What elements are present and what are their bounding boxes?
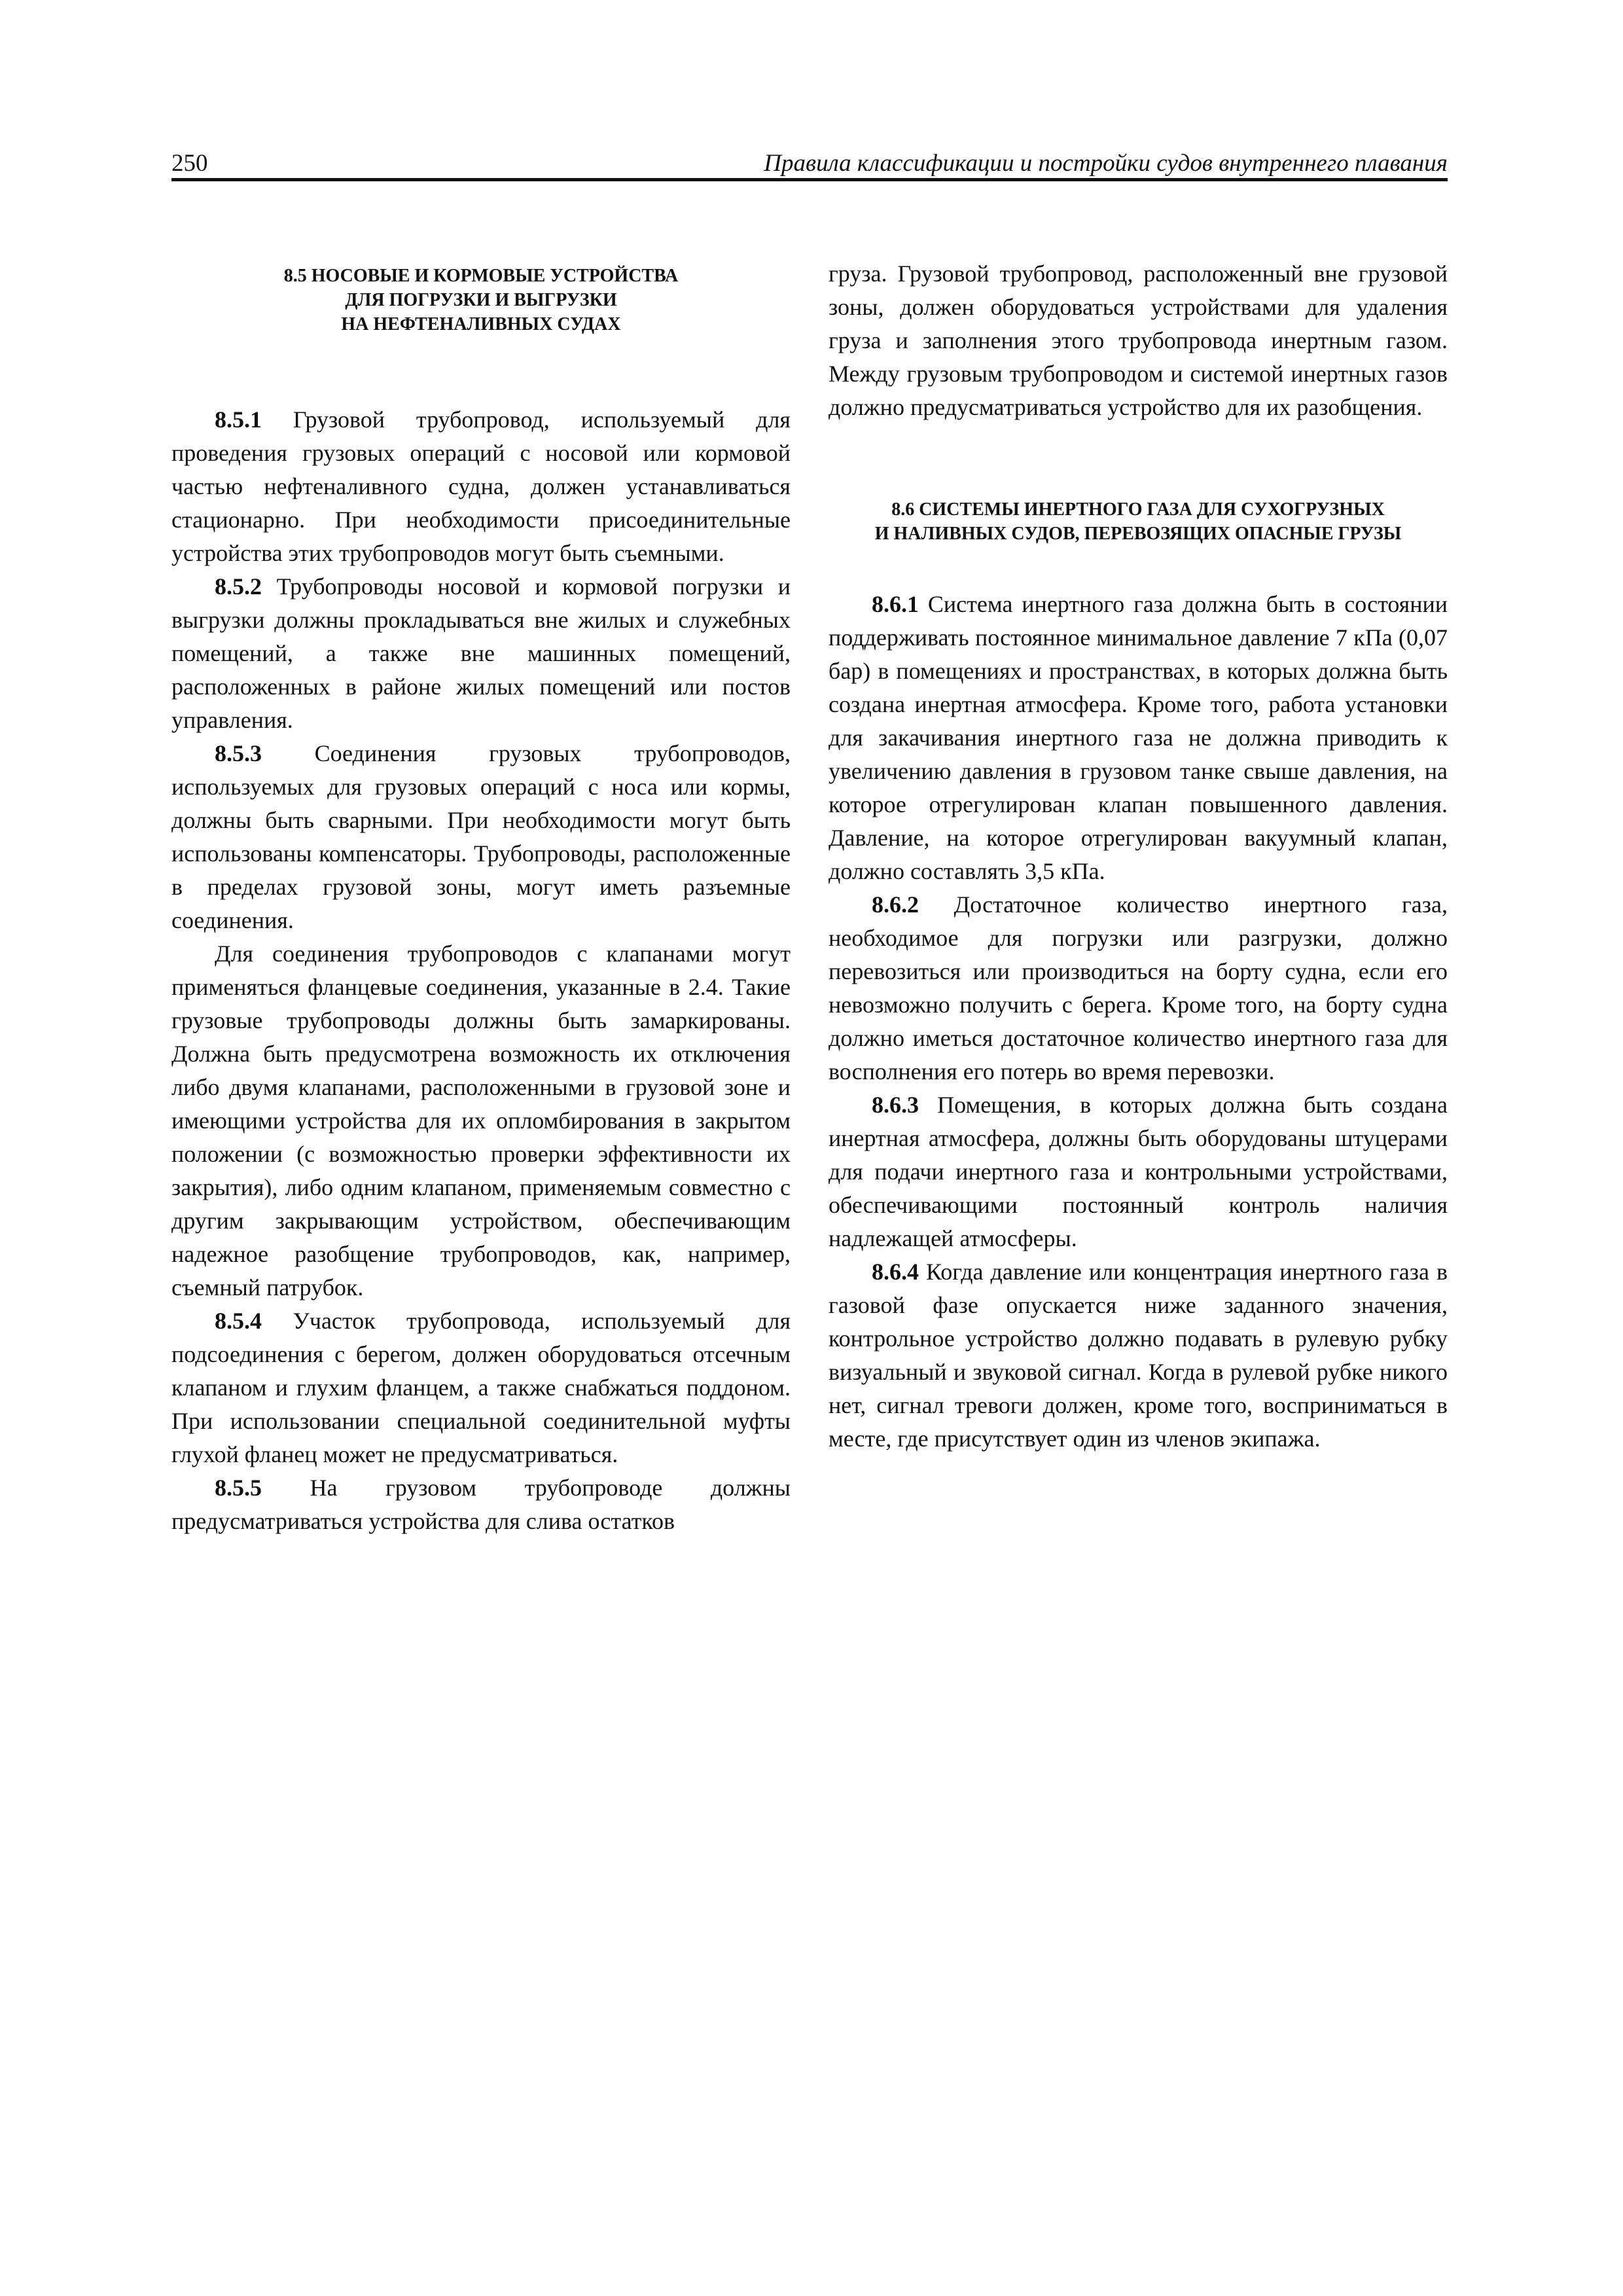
- paragraph-8-5-5: [171, 1471, 791, 1538]
- paragraph-8-6-3: [829, 1088, 1448, 1255]
- paragraph-8-6-2: [829, 888, 1448, 1088]
- paragraph-8-5-3-cont: [171, 937, 791, 1304]
- paragraph-text: Достаточное количество инертного газа, необходимое для погрузки или разгрузки, должно перевозиться или производиться на борту судна, если его невозможно получить с берега. Кроме того, на борту судна должно иметься достаточное количество инертного газа для восполнения его потерь во время перевозки.: [829, 891, 1448, 1085]
- section-heading-8-6: [829, 497, 1448, 546]
- clause-number: 8.6.2: [872, 891, 919, 918]
- paragraph-8-5-1: [171, 403, 791, 570]
- paragraph-8-5-3: [171, 737, 791, 937]
- clause-number: 8.6.1: [872, 591, 919, 617]
- clause-number: 8.5.3: [215, 740, 262, 766]
- paragraph-text: На грузовом трубопроводе должны предусматриваться устройства для слива остатков: [171, 1475, 791, 1534]
- paragraph-text: Соединения грузовых трубопроводов, используемых для грузовых операций с носа или кормы, должны быть сварными. При необходимости могут быть использованы компенсаторы. Трубопроводы, расположенные в пределах грузовой зоны, могут иметь разъемные соединения.: [171, 740, 791, 933]
- paragraph-text: Участок трубопровода, используемый для подсоединения с берегом, должен оборудоваться отсечным клапаном и глухим фланцем, а также снабжаться поддоном. При использовании специальной соединительной муфты глухой фланец может не предусматриваться.: [171, 1308, 791, 1467]
- clause-number: 8.5.5: [215, 1475, 262, 1501]
- page-number: 250: [171, 150, 208, 177]
- paragraph-8-6-1: [829, 588, 1448, 888]
- paragraph-8-6-4: [829, 1255, 1448, 1456]
- heading-line: И НАЛИВНЫХ СУДОВ, ПЕРЕВОЗЯЩИХ ОПАСНЫЕ ГРУЗЫ: [874, 524, 1402, 544]
- heading-line: ДЛЯ ПОГРУЗКИ И ВЫГРУЗКИ: [345, 290, 617, 310]
- clause-number: 8.6.3: [872, 1092, 919, 1118]
- left-column: [171, 257, 791, 1538]
- paragraph-text: Когда давление или концентрация инертного газа в газовой фазе опускается ниже заданного значения, контрольное устройство должно подавать в рулевую рубку визуальный и звуковой сигнал. Когда в рулевой рубке никого нет, сигнал тревоги должен, кроме того, восприниматься в месте, где присутствует один из членов экипажа.: [829, 1259, 1448, 1452]
- paragraph-text: Грузовой трубопровод, используемый для проведения грузовых операций с носовой или кормовой частью нефтеналивного судна, должен устанавливаться стационарно. При необходимости присоединительные устройства этих трубопроводов могут быть съемными.: [171, 406, 791, 566]
- running-title: Правила классификации и постройки судов внутреннего плавания: [764, 150, 1448, 177]
- paragraph-8-5-2: [171, 570, 791, 737]
- paragraph-8-5-4: [171, 1304, 791, 1471]
- section-heading-8-5: [171, 264, 791, 336]
- paragraph-text: Помещения, в которых должна быть создана инертная атмосфера, должны быть оборудованы штуцерами для подачи инертного газа и контрольными устройствами, обеспечивающими постоянный контроль наличия надлежащей атмосферы.: [829, 1092, 1448, 1251]
- clause-number: 8.5.2: [215, 573, 262, 600]
- clause-number: 8.6.4: [872, 1259, 919, 1285]
- paragraph-text: Система инертного газа должна быть в состоянии поддерживать постоянное минимальное давление 7 кПа (0,07 бар) в помещениях и пространствах, в которых должна быть создана инертная атмосфера. Кроме того, работа установки для закачивания инертного газа не должна приводить к увеличению давления в грузовом танке свыше давления, на которое отрегулирован клапан повышенного давления. Давление, на которое отрегулирован вакуумный клапан, должно составлять 3,5 кПа.: [829, 591, 1448, 884]
- paragraph-text: Для соединения трубопроводов с клапанами могут применяться фланцевые соединения, указанные в 2.4. Такие грузовые трубопроводы должны быть замаркированы. Должна быть предусмотрена возможность их отключения либо двумя клапанами, расположенными в грузовой зоне и имеющими устройства для их опломбирования в закрытом положении (с возможностью проверки эффективности их закрытия), либо одним клапаном, применяемым совместно с другим закрывающим устройством, обеспечивающим надежное разобщение трубопроводов, как, например, съемный патрубок.: [171, 941, 791, 1300]
- paragraph-continuation: груза. Грузовой трубопровод, расположенный вне грузовой зоны, должен оборудоваться устройствами для удаления груза и заполнения этого трубопровода инертным газом. Между грузовым трубопроводом и системой инертных газов должно предусматриваться устройство для их разобщения.: [829, 260, 1448, 420]
- spacer: [829, 424, 1448, 497]
- heading-line: 8.6 СИСТЕМЫ ИНЕРТНОГО ГАЗА ДЛЯ СУХОГРУЗНЫХ: [891, 499, 1385, 520]
- heading-line: 8.5 НОСОВЫЕ И КОРМОВЫЕ УСТРОЙСТВА: [283, 266, 679, 286]
- paragraph-text: Трубопроводы носовой и кормовой погрузки и выгрузки должны прокладываться вне жилых и служебных помещений, а также вне машинных помещений, расположенных в районе жилых помещений или постов управления.: [171, 573, 791, 733]
- page-header: [171, 145, 1448, 181]
- right-column: [829, 257, 1448, 1456]
- heading-line: НА НЕФТЕНАЛИВНЫХ СУДАХ: [341, 314, 621, 334]
- clause-number: 8.5.1: [215, 406, 262, 433]
- clause-number: 8.5.4: [215, 1308, 262, 1334]
